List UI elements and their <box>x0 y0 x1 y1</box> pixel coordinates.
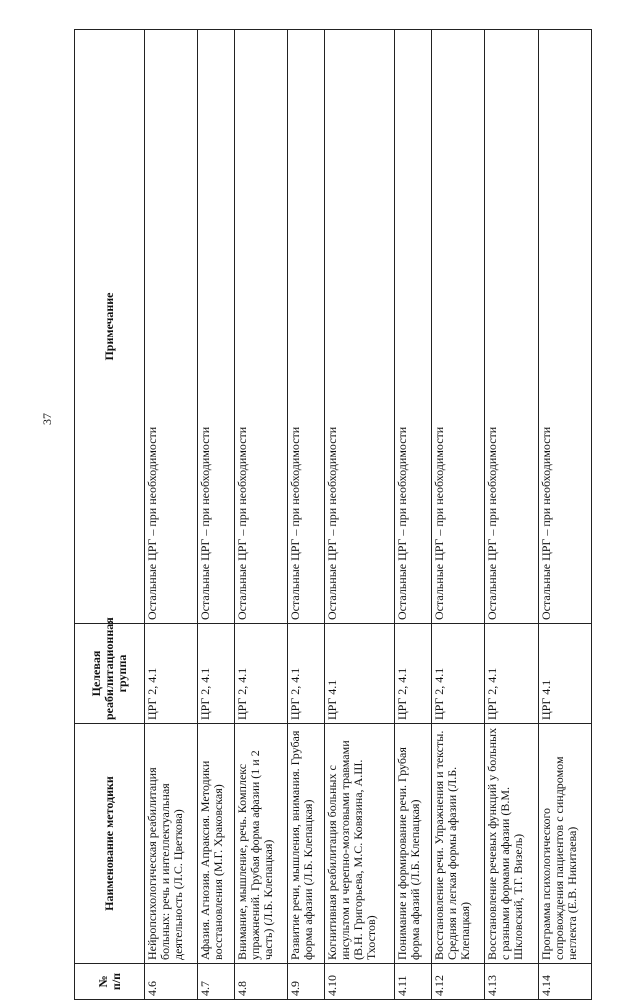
row-number-cell: 4.14 <box>538 964 591 1000</box>
method-name-cell: Афазия. Агнозия. Апраксия. Методики восстановления (М.Г. Храковская) <box>198 724 235 964</box>
target-group-cell: ЦРГ 4.1 <box>325 624 395 724</box>
target-group-cell: ЦРГ 2, 4.1 <box>485 624 538 724</box>
target-group-cell: ЦРГ 2, 4.1 <box>395 624 432 724</box>
note-cell: Остальные ЦРГ – при необходимости <box>538 30 591 624</box>
target-group-cell: ЦРГ 2, 4.1 <box>198 624 235 724</box>
row-number-cell: 4.8 <box>235 964 288 1000</box>
method-name-cell: Восстановление речевых функций у больных с разными формами афазии (В.М. Шкловский, Т.Г. Визель) <box>485 724 538 964</box>
target-group-cell: ЦРГ 2, 4.1 <box>431 624 484 724</box>
table-row <box>431 30 484 1000</box>
note-cell: Остальные ЦРГ – при необходимости <box>235 30 288 624</box>
target-group-cell: ЦРГ 2, 4.1 <box>145 624 198 724</box>
table-row <box>145 30 198 1000</box>
method-name-cell: Восстановление речи. Упражнения и тексты. Средняя и легкая формы афазии (Л.Б. Клепацкая) <box>431 724 484 964</box>
row-number-cell: 4.13 <box>485 964 538 1000</box>
target-group-cell: ЦРГ 2, 4.1 <box>288 624 325 724</box>
note-cell: Остальные ЦРГ – при необходимости <box>325 30 395 624</box>
table-row <box>235 30 288 1000</box>
method-name-cell: Нейропсихологическая реабилитация больных: речь и интеллектуальная деятельность (Л.С. Цветкова) <box>145 724 198 964</box>
target-group-cell: ЦРГ 2, 4.1 <box>235 624 288 724</box>
rotated-table-container <box>74 30 592 1000</box>
table-row <box>288 30 325 1000</box>
row-number-cell: 4.7 <box>198 964 235 1000</box>
table-row <box>538 30 591 1000</box>
header-number: № п/п <box>75 964 145 1000</box>
row-number-cell: 4.9 <box>288 964 325 1000</box>
note-cell: Остальные ЦРГ – при необходимости <box>145 30 198 624</box>
method-name-cell: Внимание, мышление, речь. Комплекс упражнений. Грубая форма афазии (1 и 2 часть) (Л.Б. Клепацкая) <box>235 724 288 964</box>
note-cell: Остальные ЦРГ – при необходимости <box>485 30 538 624</box>
row-number-cell: 4.6 <box>145 964 198 1000</box>
row-number-cell: 4.11 <box>395 964 432 1000</box>
note-cell: Остальные ЦРГ – при необходимости <box>395 30 432 624</box>
note-cell: Остальные ЦРГ – при необходимости <box>288 30 325 624</box>
page-number: 37 <box>40 413 54 425</box>
row-number-cell: 4.10 <box>325 964 395 1000</box>
table-body <box>145 30 592 1000</box>
method-name-cell: Когнитивная реабилитация больных с инсультом и черепно-мозговыми травмами (В.Н. Григорьева, М.С. Ковязина, А.Ш. Тхостов) <box>325 724 395 964</box>
method-name-cell: Развитие речи, мышления, внимания. Грубая форма афазии (Л.Б. Клепацкая) <box>288 724 325 964</box>
row-number-cell: 4.12 <box>431 964 484 1000</box>
header-note: Примечание <box>75 30 145 624</box>
note-cell: Остальные ЦРГ – при необходимости <box>431 30 484 624</box>
method-name-cell: Программа психологического сопровождения пациентов с синдромом неглекта (Е.В. Никитаева) <box>538 724 591 964</box>
methods-table <box>74 29 592 1000</box>
note-cell: Остальные ЦРГ – при необходимости <box>198 30 235 624</box>
table-header-row <box>75 30 145 1000</box>
target-group-cell: ЦРГ 4.1 <box>538 624 591 724</box>
method-name-cell: Понимание и формирование речи. Грубая форма афазий (Л.Б. Клепацкая) <box>395 724 432 964</box>
table-row <box>395 30 432 1000</box>
table-row <box>485 30 538 1000</box>
header-method-name: Наименование методики <box>75 724 145 964</box>
header-target-group: Целевая реабилитационная группа <box>75 624 145 724</box>
table-row <box>325 30 395 1000</box>
table-row <box>198 30 235 1000</box>
